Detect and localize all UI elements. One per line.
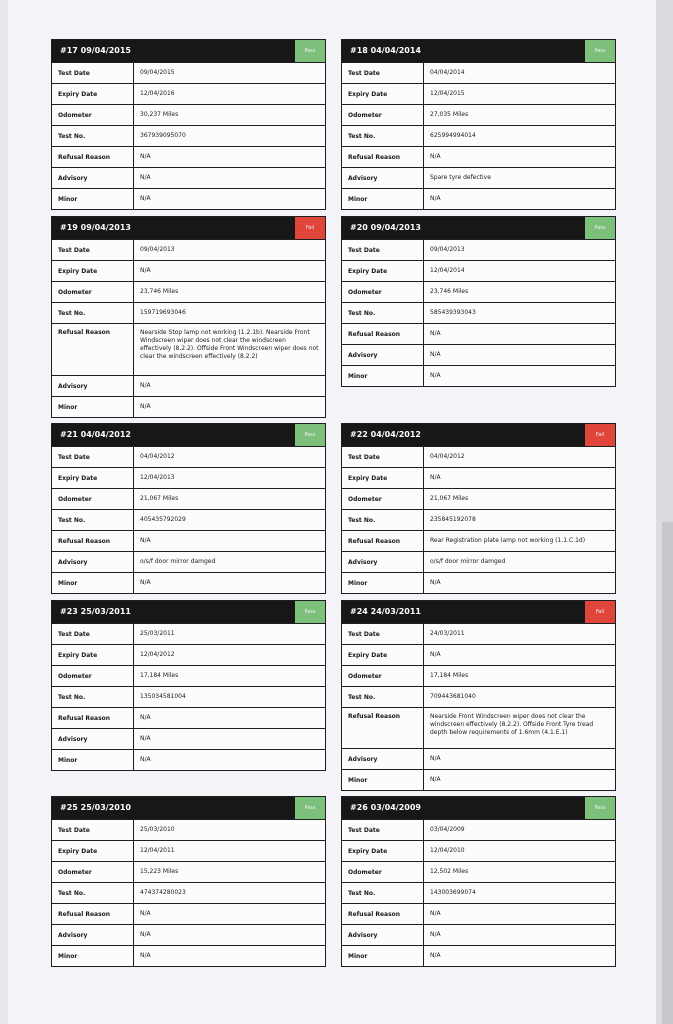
field-label: Minor xyxy=(342,189,424,209)
row-minor xyxy=(52,945,325,966)
field-value: 23,746 Miles xyxy=(140,288,179,295)
field-value: N/A xyxy=(140,267,151,274)
row-odometer xyxy=(342,488,615,509)
field-value: 235845192078 xyxy=(430,516,476,523)
row-minor xyxy=(342,945,615,966)
mot-record-title: #18 04/04/2014 xyxy=(350,46,421,55)
row-minor xyxy=(52,188,325,209)
field-value: N/A xyxy=(430,474,441,481)
row-test-date xyxy=(52,62,325,83)
field-label: Test Date xyxy=(52,447,134,467)
field-label: Refusal Reason xyxy=(342,708,424,748)
field-label: Refusal Reason xyxy=(342,147,424,167)
mot-record-title: #23 25/03/2011 xyxy=(60,607,131,616)
result-badge: Pass xyxy=(295,424,325,446)
field-value: 25/03/2010 xyxy=(140,826,175,833)
row-expiry-date xyxy=(342,840,615,861)
field-label: Odometer xyxy=(52,282,134,302)
field-value: o/s/f door mirror damged xyxy=(430,558,506,565)
field-value: N/A xyxy=(140,382,151,389)
row-refusal-reason xyxy=(342,530,615,551)
field-label: Expiry Date xyxy=(52,261,134,281)
field-value: 09/04/2015 xyxy=(140,69,175,76)
field-value: N/A xyxy=(140,537,151,544)
mot-record-card xyxy=(341,796,616,967)
row-refusal-reason xyxy=(52,707,325,728)
result-badge: Fail xyxy=(295,217,325,239)
row-advisory xyxy=(52,167,325,188)
row-advisory xyxy=(52,375,325,396)
result-badge: Fail xyxy=(585,601,615,623)
mot-record-header xyxy=(342,601,615,623)
field-value: 12/04/2015 xyxy=(430,90,465,97)
field-value: N/A xyxy=(140,714,151,721)
field-value: N/A xyxy=(430,931,441,938)
field-label: Expiry Date xyxy=(342,84,424,104)
field-label: Advisory xyxy=(342,345,424,365)
field-value: N/A xyxy=(140,579,151,586)
row-minor xyxy=(52,749,325,770)
field-value: 12/04/2010 xyxy=(430,847,465,854)
row-test-no xyxy=(52,125,325,146)
mot-record-title: #19 09/04/2013 xyxy=(60,223,131,232)
row-test-date xyxy=(52,623,325,644)
field-value: 21,067 Miles xyxy=(430,495,469,502)
field-label: Test Date xyxy=(52,63,134,83)
row-refusal-reason xyxy=(52,530,325,551)
row-advisory xyxy=(342,748,615,769)
field-value: 625994994014 xyxy=(430,132,476,139)
row-odometer xyxy=(52,861,325,882)
field-value: N/A xyxy=(430,195,441,202)
mot-record-card xyxy=(51,423,326,594)
field-value: 25/03/2011 xyxy=(140,630,175,637)
row-advisory xyxy=(52,728,325,749)
row-test-no xyxy=(52,509,325,530)
mot-record-header xyxy=(52,217,325,239)
field-label: Refusal Reason xyxy=(342,904,424,924)
row-test-date xyxy=(52,446,325,467)
field-label: Advisory xyxy=(342,749,424,769)
row-minor xyxy=(52,572,325,593)
field-label: Test No. xyxy=(52,303,134,323)
field-value: 27,035 Miles xyxy=(430,111,469,118)
row-expiry-date xyxy=(342,260,615,281)
field-value: Rear Registration plate lamp not working (1.1.C.1d) xyxy=(430,537,586,544)
field-value: 12,502 Miles xyxy=(430,868,469,875)
mot-record-header xyxy=(342,40,615,62)
field-label: Expiry Date xyxy=(52,841,134,861)
field-value: Nearside Stop lamp not working (1.2.1b). Nearside Front Windscreen wiper does not clear the windscreen effectively (8.2.2). Offside Front Windscreen wiper does not clear the windscreen effectively (8.2.2) xyxy=(140,329,319,360)
field-value: N/A xyxy=(430,776,441,783)
result-badge: Pass xyxy=(585,217,615,239)
row-expiry-date xyxy=(342,83,615,104)
field-value: 23,746 Miles xyxy=(430,288,469,295)
mot-record-title: #22 04/04/2012 xyxy=(350,430,421,439)
field-value: 15,223 Miles xyxy=(140,868,179,875)
row-minor xyxy=(342,188,615,209)
field-label: Test Date xyxy=(342,447,424,467)
field-label: Test No. xyxy=(52,687,134,707)
row-odometer xyxy=(342,104,615,125)
row-minor xyxy=(52,396,325,417)
row-test-no xyxy=(342,686,615,707)
field-label: Minor xyxy=(52,573,134,593)
field-value: 12/04/2013 xyxy=(140,474,175,481)
field-label: Minor xyxy=(342,366,424,386)
field-value: N/A xyxy=(140,910,151,917)
field-label: Test Date xyxy=(342,240,424,260)
result-badge: Pass xyxy=(295,40,325,62)
field-label: Refusal Reason xyxy=(52,147,134,167)
page-edge-shadow xyxy=(662,522,673,1024)
field-value: 474374280023 xyxy=(140,889,186,896)
field-value: 04/04/2012 xyxy=(140,453,175,460)
result-badge: Pass xyxy=(585,797,615,819)
result-badge: Pass xyxy=(585,40,615,62)
row-test-no xyxy=(342,509,615,530)
mot-record-header xyxy=(52,40,325,62)
field-label: Refusal Reason xyxy=(52,708,134,728)
row-expiry-date xyxy=(52,644,325,665)
row-test-no xyxy=(52,882,325,903)
field-value: 17,184 Miles xyxy=(140,672,179,679)
field-label: Test Date xyxy=(342,820,424,840)
row-minor xyxy=(342,769,615,790)
mot-record-header xyxy=(52,797,325,819)
field-value: N/A xyxy=(430,952,441,959)
row-expiry-date xyxy=(342,644,615,665)
field-label: Expiry Date xyxy=(342,645,424,665)
field-label: Odometer xyxy=(342,862,424,882)
row-test-date xyxy=(52,239,325,260)
field-label: Test No. xyxy=(52,126,134,146)
result-badge: Fail xyxy=(585,424,615,446)
field-label: Odometer xyxy=(52,489,134,509)
field-value: Nearside Front Windscreen wiper does not clear the windscreen effectively (8.2.2). Offside Front Tyre tread depth below requirements of 1.6mm (4.1.E.1) xyxy=(430,713,594,736)
field-value: N/A xyxy=(140,153,151,160)
row-refusal-reason xyxy=(52,323,325,375)
mot-record-card xyxy=(341,600,616,791)
mot-record-header xyxy=(52,424,325,446)
field-value: N/A xyxy=(140,174,151,181)
field-label: Test No. xyxy=(342,126,424,146)
mot-record-header xyxy=(342,424,615,446)
mot-record-card xyxy=(341,423,616,594)
field-value: 09/04/2013 xyxy=(430,246,465,253)
result-badge: Pass xyxy=(295,601,325,623)
field-label: Expiry Date xyxy=(342,841,424,861)
row-odometer xyxy=(52,665,325,686)
row-minor xyxy=(342,365,615,386)
field-value: 367939095070 xyxy=(140,132,186,139)
row-expiry-date xyxy=(52,83,325,104)
field-value: N/A xyxy=(430,351,441,358)
field-label: Test Date xyxy=(52,624,134,644)
field-label: Expiry Date xyxy=(52,645,134,665)
field-value: 12/04/2014 xyxy=(430,267,465,274)
row-test-date xyxy=(342,446,615,467)
field-label: Minor xyxy=(52,397,134,417)
field-value: N/A xyxy=(430,153,441,160)
field-label: Test No. xyxy=(52,883,134,903)
mot-record-title: #25 25/03/2010 xyxy=(60,803,131,812)
field-value: N/A xyxy=(140,195,151,202)
field-label: Minor xyxy=(342,770,424,790)
field-label: Advisory xyxy=(52,925,134,945)
field-label: Test No. xyxy=(342,510,424,530)
field-label: Expiry Date xyxy=(342,261,424,281)
field-label: Test No. xyxy=(342,883,424,903)
field-value: N/A xyxy=(430,579,441,586)
mot-record-title: #26 03/04/2009 xyxy=(350,803,421,812)
field-label: Refusal Reason xyxy=(52,531,134,551)
field-label: Expiry Date xyxy=(52,468,134,488)
mot-record-card xyxy=(51,216,326,418)
field-label: Test Date xyxy=(52,240,134,260)
field-value: o/s/f door mirror damged xyxy=(140,558,216,565)
row-refusal-reason xyxy=(52,903,325,924)
row-odometer xyxy=(342,281,615,302)
field-label: Advisory xyxy=(342,168,424,188)
field-value: 159719693046 xyxy=(140,309,186,316)
field-value: N/A xyxy=(430,755,441,762)
row-odometer xyxy=(52,104,325,125)
mot-record-card xyxy=(51,39,326,210)
field-label: Minor xyxy=(52,189,134,209)
page-edge xyxy=(656,0,673,1024)
field-value: 12/04/2011 xyxy=(140,847,175,854)
field-value: N/A xyxy=(140,952,151,959)
row-odometer xyxy=(52,488,325,509)
mot-record-card xyxy=(341,216,616,387)
row-advisory xyxy=(342,924,615,945)
mot-record-header xyxy=(342,217,615,239)
field-value: 709443681040 xyxy=(430,693,476,700)
field-label: Odometer xyxy=(342,105,424,125)
row-refusal-reason xyxy=(342,323,615,344)
field-label: Test Date xyxy=(342,624,424,644)
field-label: Refusal Reason xyxy=(342,531,424,551)
mot-record-card xyxy=(341,39,616,210)
field-label: Odometer xyxy=(342,282,424,302)
row-minor xyxy=(342,572,615,593)
field-label: Advisory xyxy=(52,168,134,188)
row-advisory xyxy=(52,924,325,945)
field-value: 405435792029 xyxy=(140,516,186,523)
mot-record-header xyxy=(52,601,325,623)
field-value: 24/03/2011 xyxy=(430,630,465,637)
row-refusal-reason xyxy=(342,903,615,924)
row-advisory xyxy=(342,167,615,188)
field-label: Minor xyxy=(342,946,424,966)
field-value: 04/04/2014 xyxy=(430,69,465,76)
mot-record-header xyxy=(342,797,615,819)
row-expiry-date xyxy=(342,467,615,488)
row-test-date xyxy=(342,62,615,83)
row-test-no xyxy=(342,302,615,323)
row-refusal-reason xyxy=(342,146,615,167)
field-value: 21,067 Miles xyxy=(140,495,179,502)
field-value: N/A xyxy=(140,756,151,763)
mot-record-card xyxy=(51,796,326,967)
field-label: Minor xyxy=(52,946,134,966)
row-advisory xyxy=(342,344,615,365)
field-label: Advisory xyxy=(52,552,134,572)
field-label: Odometer xyxy=(342,666,424,686)
row-advisory xyxy=(342,551,615,572)
field-value: 03/04/2009 xyxy=(430,826,465,833)
field-label: Minor xyxy=(52,750,134,770)
row-odometer xyxy=(342,861,615,882)
field-label: Refusal Reason xyxy=(52,904,134,924)
field-value: 143003699074 xyxy=(430,889,476,896)
row-odometer xyxy=(342,665,615,686)
field-label: Test Date xyxy=(52,820,134,840)
field-label: Advisory xyxy=(52,729,134,749)
row-test-date xyxy=(342,819,615,840)
field-value: N/A xyxy=(140,735,151,742)
field-value: 12/04/2016 xyxy=(140,90,175,97)
field-value: N/A xyxy=(430,910,441,917)
field-label: Odometer xyxy=(342,489,424,509)
field-value: 585439393043 xyxy=(430,309,476,316)
field-label: Advisory xyxy=(52,376,134,396)
field-label: Minor xyxy=(342,573,424,593)
mot-record-card xyxy=(51,600,326,771)
field-label: Test No. xyxy=(52,510,134,530)
row-test-no xyxy=(342,882,615,903)
field-value: N/A xyxy=(140,931,151,938)
mot-record-title: #21 04/04/2012 xyxy=(60,430,131,439)
field-label: Odometer xyxy=(52,862,134,882)
row-odometer xyxy=(52,281,325,302)
field-value: 09/04/2013 xyxy=(140,246,175,253)
row-expiry-date xyxy=(52,260,325,281)
field-value: N/A xyxy=(430,372,441,379)
row-advisory xyxy=(52,551,325,572)
field-label: Refusal Reason xyxy=(342,324,424,344)
row-test-no xyxy=(52,302,325,323)
row-refusal-reason xyxy=(52,146,325,167)
row-test-date xyxy=(342,623,615,644)
field-value: N/A xyxy=(430,651,441,658)
row-expiry-date xyxy=(52,840,325,861)
row-refusal-reason xyxy=(342,707,615,748)
field-label: Test Date xyxy=(342,63,424,83)
field-label: Advisory xyxy=(342,552,424,572)
field-value: 04/04/2012 xyxy=(430,453,465,460)
field-value: N/A xyxy=(140,403,151,410)
mot-record-title: #20 09/04/2013 xyxy=(350,223,421,232)
row-test-no xyxy=(52,686,325,707)
row-test-date xyxy=(52,819,325,840)
field-label: Odometer xyxy=(52,666,134,686)
result-badge: Pass xyxy=(295,797,325,819)
field-value: 12/04/2012 xyxy=(140,651,175,658)
mot-record-title: #17 09/04/2015 xyxy=(60,46,131,55)
field-value: 135034581004 xyxy=(140,693,186,700)
field-value: 17,184 Miles xyxy=(430,672,469,679)
field-value: Spare tyre defective xyxy=(430,174,491,181)
field-label: Odometer xyxy=(52,105,134,125)
field-label: Advisory xyxy=(342,925,424,945)
field-label: Expiry Date xyxy=(342,468,424,488)
field-label: Test No. xyxy=(342,303,424,323)
row-expiry-date xyxy=(52,467,325,488)
field-label: Test No. xyxy=(342,687,424,707)
field-label: Refusal Reason xyxy=(52,324,134,375)
row-test-date xyxy=(342,239,615,260)
field-label: Expiry Date xyxy=(52,84,134,104)
field-value: N/A xyxy=(430,330,441,337)
field-value: 30,237 Miles xyxy=(140,111,179,118)
mot-record-title: #24 24/03/2011 xyxy=(350,607,421,616)
row-test-no xyxy=(342,125,615,146)
